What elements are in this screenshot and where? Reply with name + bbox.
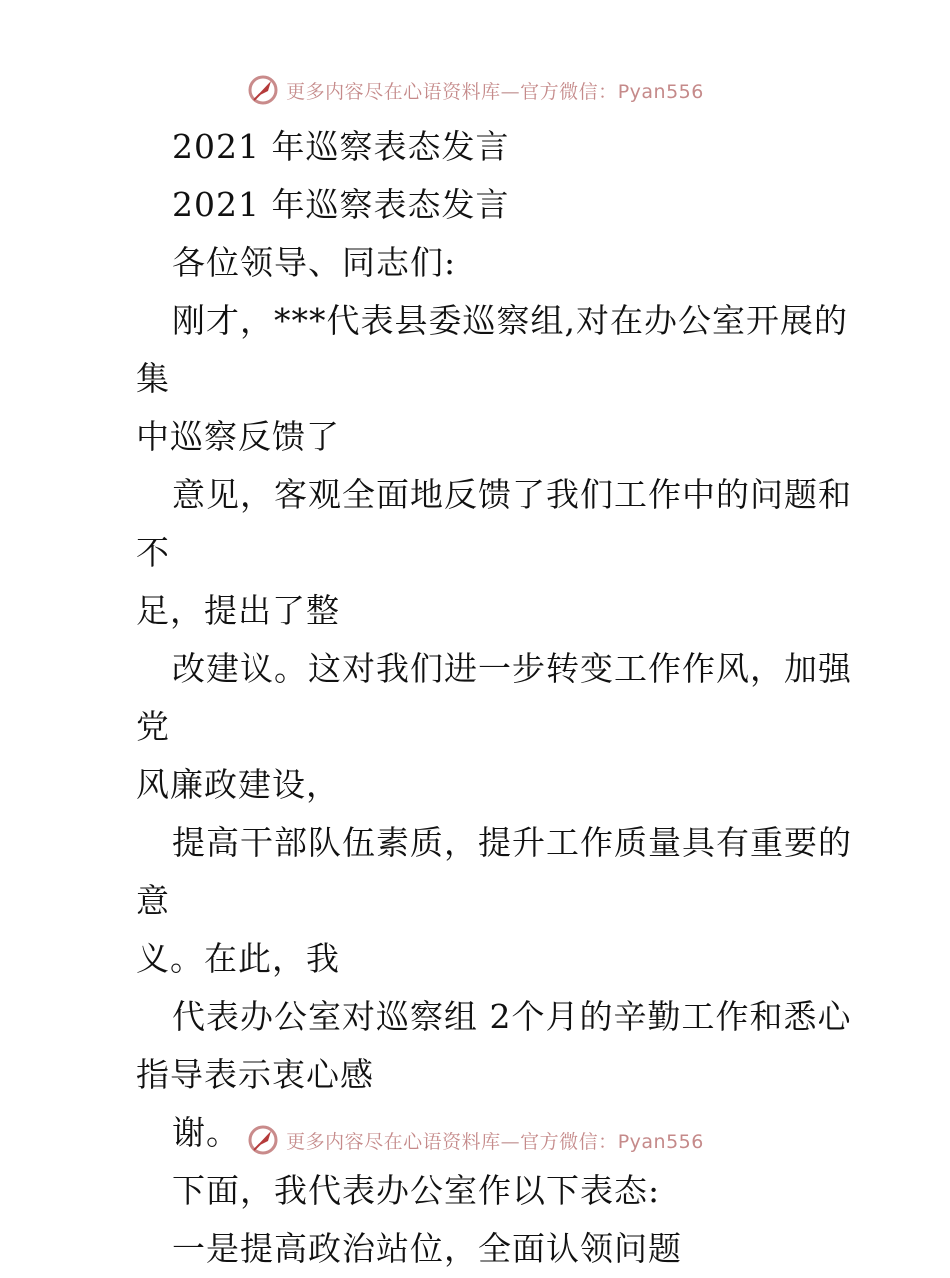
document-title: 2021 年巡察表态发言: [172, 127, 510, 166]
document-body: [100, 118, 855, 1278]
text-line: 中巡察反馈了: [136, 417, 340, 456]
watermark-separator: —: [500, 80, 521, 103]
text-line: 意见，客观全面地反馈了我们工作中的问题和不: [136, 475, 852, 572]
watermark-wechat-id: Pyan556: [617, 1130, 704, 1153]
text-line: 下面，我代表办公室作以下表态:: [172, 1171, 661, 1210]
text-line: 风廉政建设，: [136, 765, 340, 804]
watermark-wechat-id: Pyan556: [617, 80, 704, 103]
text-line: 指导表示衷心感: [136, 1055, 374, 1094]
watermark-main: 更多内容尽在心语资料库: [286, 1130, 501, 1153]
salutation: 各位领导、同志们:: [172, 243, 457, 282]
header-watermark: [0, 72, 950, 108]
text-line: 义。在此，我: [136, 939, 340, 978]
text-line: 刚才，***代表县委巡察组,对在办公室开展的集: [136, 301, 848, 398]
text-line: 一是提高政治站位，全面认领问题: [172, 1229, 682, 1268]
quill-logo-icon: [246, 73, 280, 107]
watermark-official: 官方微信：: [520, 1130, 618, 1153]
text-line: 谢。: [172, 1113, 240, 1152]
watermark-text: [286, 1127, 704, 1154]
document-title-repeat: 2021 年巡察表态发言: [172, 185, 510, 224]
watermark-text: [286, 77, 704, 104]
text-line: 足，提出了整: [136, 591, 340, 630]
text-line: 提高干部队伍素质，提升工作质量具有重要的意: [136, 823, 852, 920]
text-line: 代表办公室对巡察组 2个月的辛勤工作和悉心: [172, 997, 852, 1036]
footer-watermark: [0, 1122, 950, 1158]
watermark-main: 更多内容尽在心语资料库: [286, 80, 501, 103]
watermark-official: 官方微信：: [520, 80, 618, 103]
quill-logo-icon: [246, 1123, 280, 1157]
text-line: 改建议。这对我们进一步转变工作作风，加强党: [136, 649, 852, 746]
watermark-separator: —: [500, 1130, 521, 1153]
